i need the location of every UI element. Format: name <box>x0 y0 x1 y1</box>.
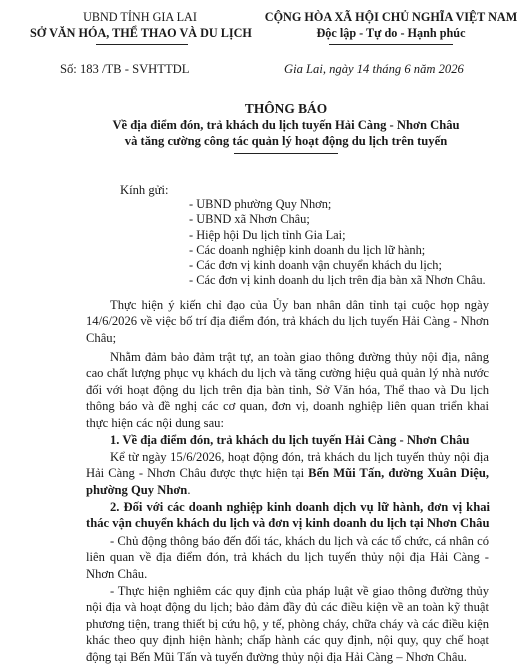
pickup-location: Bến Mũi Tấn, đường Xuân Diệu, phường Quy Nhơn <box>86 466 489 497</box>
section-1-text: Kể từ ngày 15/6/2026, hoạt động đón, trả khách du lịch tuyến thủy nội địa Hải Càng - Nhơn Châu được thực hiện tại Bến Mũi Tấn, đường Xuân Diệu, phường Quy Nhơn. <box>86 450 489 497</box>
motto-underline <box>329 44 453 45</box>
title-underline <box>234 153 338 154</box>
title-line-1: Về địa điểm đón, trả khách du lịch tuyến Hải Càng - Nhơn Châu <box>112 118 460 132</box>
paragraph-2: Nhằm đảm bảo đảm trật tự, an toàn giao thông đường thủy nội địa, nâng cao chất lượng phục vụ khách du lịch và tăng cường hiệu quả quản lý nhà nước đối với hoạt động du lịch trên địa bàn tỉnh, Sở Văn hóa, Thể thao và Du lịch thông báo và đề nghị các cơ quan, đơn vị, doanh nghiệp liên quan triển khai thực hiện các nội dung sau: <box>86 350 489 430</box>
recipient-item: - UBND phường Quy Nhơn; <box>189 197 332 211</box>
document-number: Số: 183 /TB - SVHTTDL <box>60 62 190 76</box>
title-line-2: và tăng cường công tác quản lý hoạt động du lịch trên tuyến <box>124 134 448 148</box>
document-type: THÔNG BÁO <box>244 101 328 116</box>
issuer-name: SỞ VĂN HÓA, THỂ THAO VÀ DU LỊCH <box>30 26 252 40</box>
recipient-item: - UBND xã Nhơn Châu; <box>189 212 310 227</box>
section-2-item-2: - Thực hiện nghiêm các quy định của pháp luật về giao thông đường thủy nội địa và hoạt động du lịch; bảo đảm đầy đủ các điều kiện về an toàn kỹ thuật phương tiện, trang thiết bị cứu hộ, y tế, phòng cháy, chữa cháy và các điều kiện khác theo quy định hiện hành; chấp hành các quy định, nội quy, quy chế hoạt động tại Bến Mũi Tấn và tuyến đường thủy nội địa Hải Càng – Nhơn Châu. <box>86 584 489 664</box>
recipient-item: - Hiệp hội Du lịch tỉnh Gia Lai; <box>189 227 346 242</box>
issuer-parent: UBND TỈNH GIA LAI <box>83 10 197 24</box>
recipients-label: Kính gửi: <box>120 183 169 197</box>
national-motto: Độc lập - Tự do - Hạnh phúc <box>316 26 466 40</box>
issuer-underline <box>96 44 188 45</box>
section-2-item-1: - Chủ động thông báo đến đối tác, khách du lịch và các tổ chức, cá nhân có liên quan về địa điểm đón, trả khách du lịch tuyến thủy nội địa Hải Càng - Nhơn Châu. <box>86 534 489 581</box>
section-2-heading: 2. Đối với các doanh nghiệp kinh doanh dịch vụ lữ hành, đơn vị khai thác vận chuyển khách du lịch và đơn vị kinh doanh du lịch tại Nhơn Châu <box>86 500 490 531</box>
recipients-list <box>189 197 486 289</box>
paragraph-1: Thực hiện ý kiến chỉ đạo của Ủy ban nhân dân tỉnh tại cuộc họp ngày 14/6/2026 về việc bố trí địa điểm đón, trả khách du lịch tuyến Hải Càng - Nhơn Châu; <box>86 298 489 345</box>
national-title: CỘNG HÒA XÃ HỘI CHỦ NGHĨA VIỆT NAM <box>264 10 518 24</box>
recipient-item: - Các đơn vị kinh doanh vận chuyển khách du lịch; <box>189 258 442 273</box>
recipient-item: - Các đơn vị kinh doanh du lịch trên địa bàn xã Nhơn Châu. <box>189 273 486 288</box>
recipient-item: - Các doanh nghiệp kinh doanh du lịch lữ hành; <box>189 242 426 257</box>
section-1-heading: 1. Về địa điểm đón, trả khách du lịch tuyến Hải Càng - Nhơn Châu <box>110 433 470 447</box>
place-date: Gia Lai, ngày 14 tháng 6 năm 2026 <box>284 62 464 76</box>
